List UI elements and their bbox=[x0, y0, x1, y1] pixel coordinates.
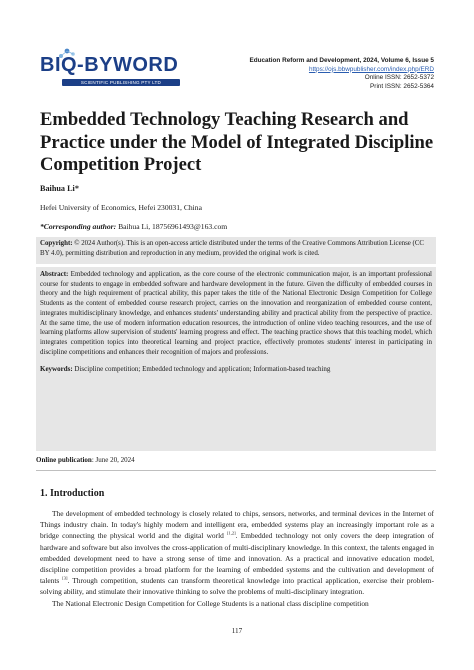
copyright-text: © 2024 Author(s). This is an open-access article distributed under the terms of the Creative Commons Attribution License (CC BY 4.0), permitting distribution and reproduction in any medium, provided the original work is cited. bbox=[40, 240, 425, 257]
author-affiliation: Hefei University of Economics, Hefei 230031, China bbox=[40, 203, 202, 212]
corresponding-value: Baihua Li, 18756961493@163.com bbox=[116, 222, 228, 231]
body-text: . Embedded technology not only covers the deep integration of hardware and software but also involves the cross-application of multi-disciplinary knowledge. In this context, the talents engaged in embedded development need to have a strong sense of time and innovation. As a practical and innovative education model, discipline competition provides a broad platform for the learning of embedded systems and the cultivation and development of talents bbox=[40, 531, 434, 586]
keywords-text: Discipline competition; Embedded technology and application; Information-based teaching bbox=[72, 365, 331, 374]
online-publication bbox=[36, 456, 135, 464]
copyright-label: Copyright: bbox=[40, 240, 73, 247]
body-paragraph-2: The National Electronic Design Competition for College Students is a national class discipline competition bbox=[52, 598, 369, 608]
citation-1-2[interactable]: [1,2] bbox=[227, 530, 236, 536]
online-date: : June 20, 2024 bbox=[91, 456, 135, 464]
online-label: Online publication bbox=[36, 456, 92, 464]
section-body bbox=[40, 508, 434, 609]
citation-3[interactable]: [3] bbox=[62, 575, 68, 581]
logo-wordmark: BIQ-BYWORD bbox=[40, 54, 179, 76]
publisher-logo bbox=[40, 48, 190, 88]
body-text: . Through competition, students can transform theoretical knowledge into practical application, exercise their problem-solving ability, and stimulate their innovative thinking to solve the problems of multi-disciplinary integration. bbox=[40, 576, 434, 597]
abstract-text: Embedded technology and application, as the core course of the electronic communication major, is an important professional course for students to engage in embedded software and hardware development in the future. Given the difficulty of embedded courses in theory and the high requirement of practical ability, this paper takes the title of the National Electronic Design Competition for College Students as the content of embedded course research project, carries on the innovation and reorganization of embedded course content, integrates multidisciplinary knowledge, and enhances students' understanding ability and practical ability from the perspective of practice. At the same time, the use of modern information education resources, the introduction of online video teaching resources, and the use of learning platforms allow supervision of students' learning progress and effect. The teaching practice shows that this teaching model, which integrates competition topics into theoretical learning and project practice, effectively promotes students' interest in participating in discipline competitions and enhances their recognition of majors and professions. bbox=[40, 270, 432, 356]
copyright-box bbox=[36, 237, 436, 264]
keywords-label: Keywords: bbox=[40, 365, 73, 374]
journal-info bbox=[249, 57, 434, 92]
corresponding-author bbox=[40, 222, 227, 231]
author-name: Baihua Li* bbox=[40, 184, 79, 193]
journal-citation: Education Reform and Development, 2024, Volume 6, Issue 5 bbox=[249, 57, 434, 64]
logo-tagline: SCIENTIFIC PUBLISHING PTY LTD bbox=[80, 80, 162, 85]
abstract-paragraph bbox=[40, 270, 432, 357]
abstract-label: Abstract: bbox=[40, 270, 69, 278]
section-heading: 1. Introduction bbox=[40, 488, 105, 499]
online-issn: Online ISSN: 2652-5372 bbox=[364, 74, 434, 82]
body-text: The development of embedded technology is closely related to chips, sensors, networks, and terminal devices in the Internet of Things industry chain. In today's highly modern and intelligent era, embedded systems play an increasingly important role as a bridge connecting the physical world and the digital world bbox=[40, 509, 434, 541]
corresponding-label: *Corresponding author: bbox=[40, 222, 117, 231]
divider bbox=[36, 470, 436, 471]
page-number: 117 bbox=[231, 627, 243, 635]
logo-tagline-bar bbox=[62, 79, 180, 86]
body-paragraph-1 bbox=[40, 508, 434, 598]
article-title: Embedded Technology Teaching Research and Practice under the Model of Integrated Discipline Competition Project bbox=[40, 109, 434, 176]
print-issn: Print ISSN: 2652-5364 bbox=[370, 83, 434, 91]
keywords bbox=[40, 365, 432, 375]
journal-url-link[interactable]: https://ojs.bbwpublisher.com/index.php/ERD bbox=[308, 65, 434, 73]
abstract-box bbox=[36, 267, 436, 451]
